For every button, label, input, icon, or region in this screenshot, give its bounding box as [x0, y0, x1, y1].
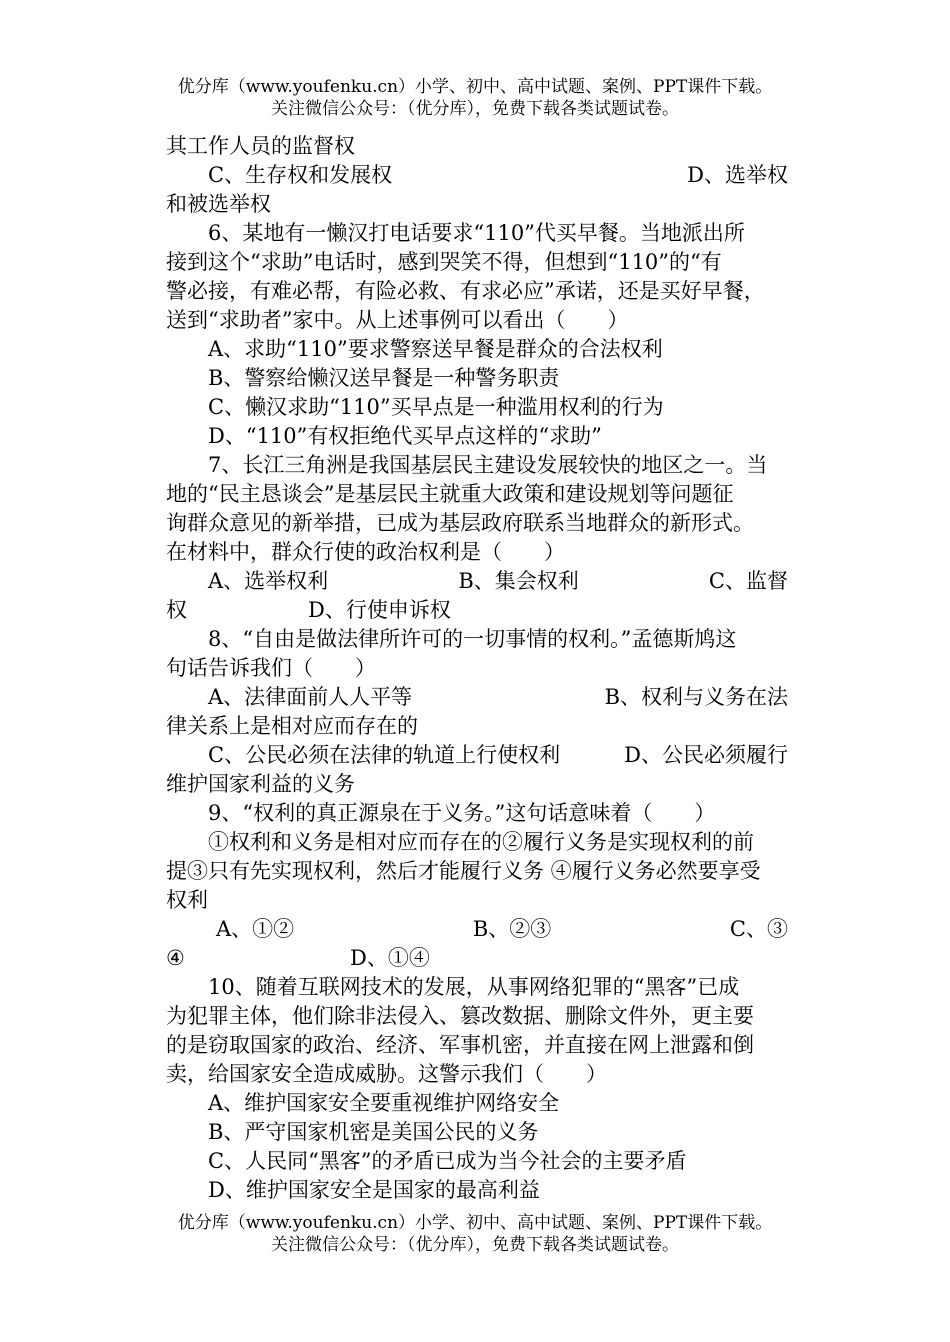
q8-options-ab: [166, 683, 788, 712]
page-header: [0, 76, 950, 120]
q5-option-d: D、选举权: [687, 163, 788, 187]
q7-options-abc: [166, 567, 788, 596]
q7-stem-4: 在材料中，群众行使的政治权利是（ ）: [166, 540, 565, 564]
q9-stem-4: 权利: [166, 888, 208, 912]
document-body: [166, 132, 788, 1205]
q6-option-a: A、求助“110”要求警察送早餐是群众的合法权利: [208, 337, 663, 361]
q7-option-c-cont: 权: [166, 598, 187, 622]
q8-stem-2: 句话告诉我们（ ）: [166, 656, 376, 680]
q8-option-d: D、公民必须履行: [624, 743, 788, 767]
q7-stem-1: 7、长江三角洲是我国基层民主建设发展较快的地区之一。当: [208, 453, 768, 477]
q7-stem-2: 地的“民主恳谈会”是基层民主就重大政策和建设规划等问题征: [166, 482, 734, 506]
q10-stem-1: 10、随着互联网技术的发展，从事网络犯罪的“黑客”已成: [208, 975, 740, 999]
page-footer: [0, 1212, 950, 1256]
q6-stem-4: 送到“求助者”家中。从上述事例可以看出（ ）: [166, 308, 629, 332]
q10-stem-4: 卖，给国家安全造成威胁。这警示我们（ ）: [166, 1062, 607, 1086]
q10-stem-3: 的是窃取国家的政治、经济、军事机密，并直接在网上泄露和倒: [166, 1033, 754, 1057]
header-line-2: 关注微信公众号：（优分库），免费下载各类试题试卷。: [271, 99, 679, 119]
q9-option-d: D、①④: [350, 946, 430, 970]
q6-option-c: C、懒汉求助“110”买早点是一种滥用权利的行为: [208, 395, 664, 419]
q9-option-c: C、③: [729, 917, 788, 941]
q10-stem-2: 为犯罪主体，他们除非法侵入、篡改数据、删除文件外，更主要: [166, 1004, 754, 1028]
q9-option-a: A、①②: [216, 917, 295, 941]
q8-option-b-cont: 律关系上是相对应而存在的: [166, 714, 418, 738]
footer-line-1: 优分库（www.youfenku.cn）小学、初中、高中试题、案例、PPT课件下载。: [177, 1213, 773, 1233]
q9-option-c-cont: ④: [166, 946, 185, 970]
q9-options-abc: [166, 915, 788, 944]
q6-stem-1: 6、某地有一懒汉打电话要求“110”代买早餐。当地派出所: [208, 221, 745, 245]
q9-stem-1: 9、“权利的真正源泉在于义务。”这句话意味着（ ）: [208, 801, 716, 825]
q6-stem-3: 警必接，有难必帮，有险必救、有求必应”承诺，还是买好早餐，: [166, 279, 765, 303]
q5-options-cd: [166, 161, 788, 190]
q9-stem-2: ①权利和义务是相对应而存在的②履行义务是实现权利的前: [208, 830, 754, 854]
q7-options-cd: [166, 596, 788, 625]
q6-stem-2: 接到这个“求助”电话时，感到哭笑不得，但想到“110”的“有: [166, 250, 722, 274]
q7-stem-3: 询群众意见的新举措，已成为基层政府联系当地群众的新形式。: [166, 511, 754, 535]
q10-option-c: C、人民同“黑客”的矛盾已成为当今社会的主要矛盾: [208, 1149, 687, 1173]
header-line-1: 优分库（www.youfenku.cn）小学、初中、高中试题、案例、PPT课件下载。: [177, 77, 773, 97]
q8-options-cd: [166, 741, 788, 770]
q7-option-d: D、行使申诉权: [308, 598, 451, 622]
q10-option-d: D、维护国家安全是国家的最高利益: [208, 1178, 540, 1202]
q10-option-a: A、维护国家安全要重视维护网络安全: [208, 1091, 560, 1115]
q8-option-b: B、权利与义务在法: [604, 685, 788, 709]
q6-option-b: B、警察给懒汉送早餐是一种警务职责: [208, 366, 560, 390]
q8-option-c: C、公民必须在法律的轨道上行使权利: [208, 743, 561, 767]
q5-continuation: 其工作人员的监督权: [166, 134, 355, 158]
q9-options-cd: [166, 944, 788, 973]
q8-stem-1: 8、“自由是做法律所许可的一切事情的权利。”孟德斯鸠这: [208, 627, 737, 651]
q10-option-b: B、严守国家机密是美国公民的义务: [208, 1120, 539, 1144]
q6-option-d: D、“110”有权拒绝代买早点这样的“求助”: [208, 424, 602, 448]
q9-option-b: B、②③: [472, 917, 552, 941]
q8-option-a: A、法律面前人人平等: [208, 685, 413, 709]
footer-line-2: 关注微信公众号：（优分库），免费下载各类试题试卷。: [271, 1235, 679, 1255]
q7-option-c: C、监督: [708, 569, 788, 593]
q5-option-c: C、生存权和发展权: [208, 163, 393, 187]
q9-stem-3: 提③只有先实现权利，然后才能履行义务 ④履行义务必然要享受: [166, 859, 761, 883]
q7-option-b: B、集会权利: [458, 569, 579, 593]
q5-option-d-cont: 和被选举权: [166, 192, 271, 216]
q7-option-a: A、选举权利: [208, 569, 329, 593]
q8-option-d-cont: 维护国家利益的义务: [166, 772, 355, 796]
